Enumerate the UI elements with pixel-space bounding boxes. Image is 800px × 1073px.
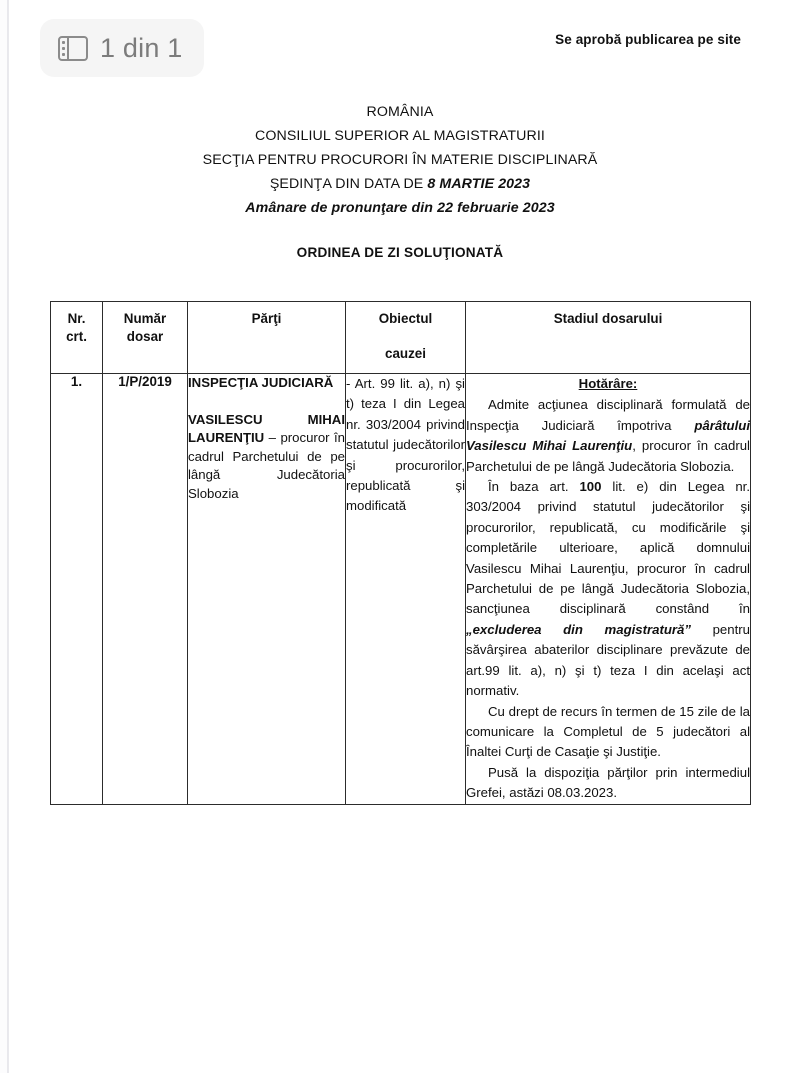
parti-firstname: MIHAI — [307, 411, 345, 427]
parti-institution: INSPECŢIA JUDICIARĂ — [188, 375, 334, 390]
heading-line-session — [0, 172, 800, 196]
header-numar-dosar — [103, 302, 188, 374]
table-row — [51, 374, 751, 805]
heading-line-council: CONSILIUL SUPERIOR AL MAGISTRATURII — [255, 128, 545, 144]
header-obiect-line1: Obiectul — [378, 311, 433, 326]
parti-person — [188, 411, 345, 504]
decision-p1-defendant: pârâtului Vasilescu Mihai Laurenţiu — [466, 417, 750, 454]
decision-paragraph-4: Pusă la dispoziţia părţilor prin intermediul Grefei, astăzi 08.03.2023. — [466, 764, 750, 801]
decision-p2-part-c: lit. e) din Legea nr. 303/2004 privind statutul judecătorilor şi procurorilor, republicată, cu modificările şi completările ulterioare, aplică domnului Vasilescu Mihai Laurenţiu, procuror în cadrul Parchetului de pe lângă Judecătoria Slobozia, sancţiunea disciplinară constând în — [466, 479, 751, 617]
parti-middlename: LAURENŢIU — [188, 430, 265, 446]
header-numar-dosar-line1: Număr — [123, 311, 167, 326]
heading-line-country: ROMÂNIA — [366, 104, 434, 120]
header-nr-crt-line1: Nr. — [67, 311, 86, 326]
header-parti: Părţi — [188, 302, 346, 374]
page-indicator-badge[interactable] — [40, 19, 204, 77]
decision-p1-part-c: , procuror în cadrul Parchetului de pe lângă Judecătoria Slobozia. — [466, 438, 750, 474]
header-nr-crt-line2: crt. — [66, 329, 87, 344]
cell-nr-crt: 1. — [51, 374, 103, 805]
decision-p1-part-a: Admite acţiunea disciplinară formulată de Inspecţia Judiciară împotriva — [466, 397, 750, 433]
header-stadiul-dosarului: Stadiul dosarului — [466, 302, 751, 374]
parti-person-name-line — [188, 411, 345, 430]
heading-line-postpone: Amânare de pronunţare din 22 februarie 2023 — [245, 200, 555, 216]
agenda-table — [50, 301, 751, 805]
decision-p2-sanction: „excluderea din magistratură” — [466, 621, 691, 637]
decision-paragraph-1 — [466, 395, 750, 477]
cell-numar-dosar: 1/P/2019 — [103, 374, 188, 805]
cell-stadiul-dosarului — [466, 374, 751, 805]
cell-parti — [188, 374, 346, 805]
parti-role: – procuror în cadrul Parchetului de pe lângă Judecătoria Slobozia — [188, 430, 345, 501]
approval-note: Se aprobă publicarea pe site — [555, 32, 741, 47]
decision-paragraph-2 — [466, 477, 750, 701]
parti-surname: VASILESCU — [188, 411, 263, 427]
page-indicator-label: 1 din 1 — [100, 32, 183, 63]
document-heading — [0, 100, 800, 220]
session-prefix: ŞEDINŢA DIN DATA DE — [269, 176, 428, 192]
header-numar-dosar-line2: dosar — [126, 329, 164, 344]
pages-layout-icon — [58, 36, 88, 61]
decision-p2-part-a: În baza art. — [488, 479, 580, 495]
header-nr-crt — [51, 302, 103, 374]
header-obiect-line2: cauzei — [385, 346, 426, 361]
heading-line-section: SECŢIA PENTRU PROCURORI ÎN MATERIE DISCIPLINARĂ — [202, 152, 598, 168]
table-header-row — [51, 302, 751, 374]
agenda-title: ORDINEA DE ZI SOLUŢIONATĂ — [296, 245, 504, 260]
decision-heading: Hotărâre: — [578, 376, 638, 391]
cell-obiectul-cauzei: - Art. 99 lit. a), n) şi t) teza I din Legea nr. 303/2004 privind statutul judecătorilor şi procurorilor, republicată şi modificată — [346, 374, 466, 805]
decision-p2-article: 100 — [579, 479, 602, 495]
decision-paragraph-3: Cu drept de recurs în termen de 15 zile de la comunicare la Completul de 5 judecători al Înaltei Curţi de Casaţie şi Justiţie. — [466, 703, 750, 760]
session-date: 8 MARTIE 2023 — [427, 176, 531, 192]
decision-p2-part-e: pentru săvârşirea abaterilor disciplinare prevăzute de art.99 lit. a), n) şi t) teza I din acelaşi act normativ. — [466, 621, 750, 699]
header-obiect-cauzei — [346, 302, 466, 374]
